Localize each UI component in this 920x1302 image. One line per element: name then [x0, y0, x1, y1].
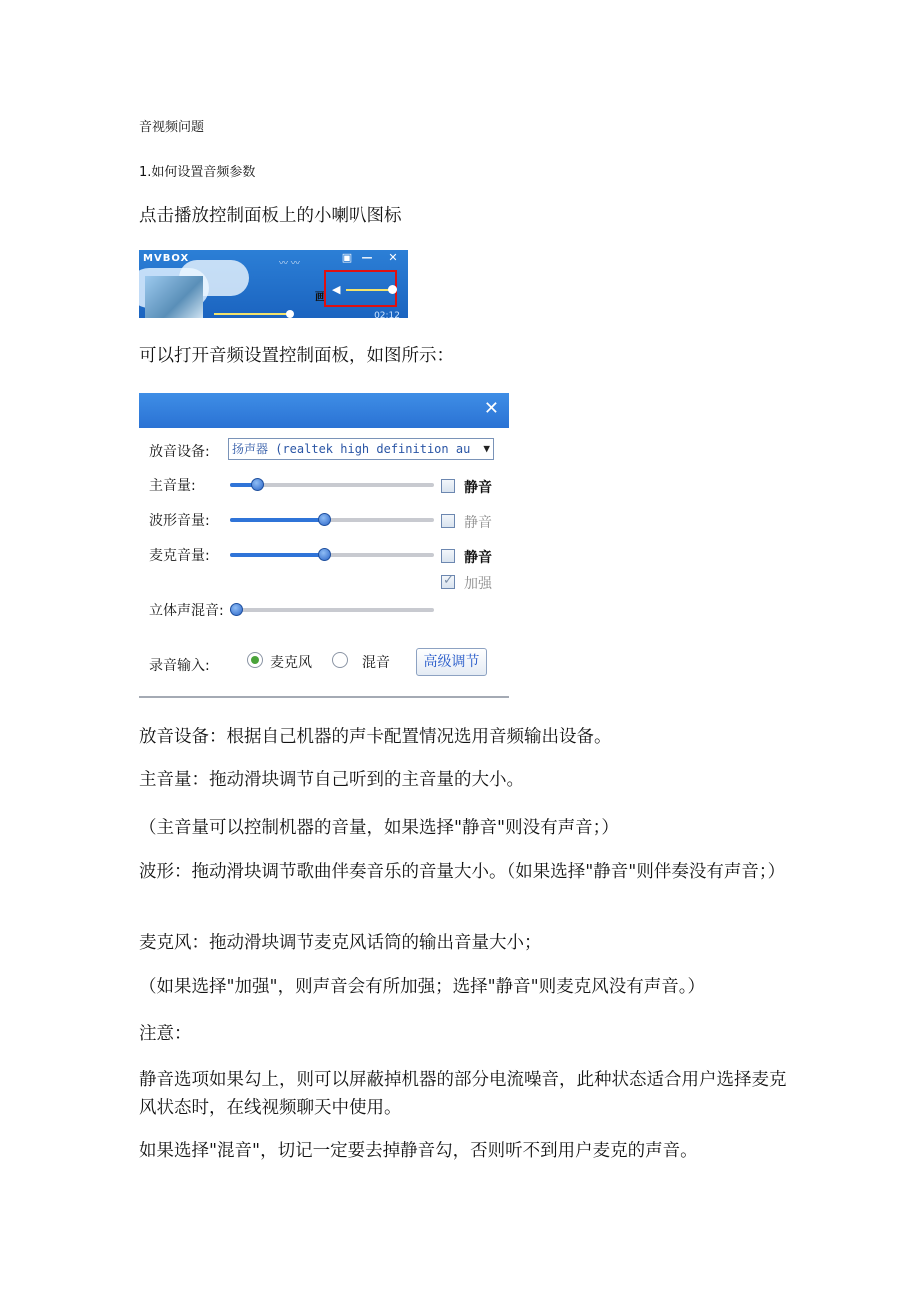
caption-text: 可以打开音频设置控制面板，如图所示： — [139, 346, 454, 366]
doc-subheading: 1.如何设置音频参数 — [139, 165, 256, 180]
mic-volume-label: 麦克音量: — [149, 548, 210, 564]
paragraph-master: 主音量：拖动滑块调节自己听到的主音量的大小。 — [139, 770, 524, 790]
slider-knob[interactable] — [230, 603, 243, 616]
paragraph-mix-tip: 如果选择"混音"，切记一定要去掉静音勾，否则听不到用户麦克的声音。 — [139, 1141, 698, 1161]
wave-mute-checkbox[interactable] — [441, 514, 455, 528]
mic-mute-checkbox[interactable] — [441, 549, 455, 563]
time-display: 02:12 — [374, 311, 400, 318]
record-input-label: 录音输入: — [149, 658, 210, 674]
mvbox-player — [139, 250, 408, 318]
partial-text: 画 — [315, 290, 326, 303]
wave-mute-label: 静音 — [464, 515, 492, 531]
slider-fill — [230, 518, 324, 522]
volume-slider-track[interactable] — [346, 289, 390, 291]
player-brand: MVBOX — [143, 253, 190, 264]
stereo-mix-slider[interactable] — [230, 608, 434, 612]
mic-boost-label: 加强 — [464, 576, 492, 592]
radio-mix-label: 混音 — [362, 655, 390, 671]
birds-decoration: 〰 〰 — [279, 259, 300, 269]
volume-slider-knob[interactable] — [388, 285, 397, 294]
device-select[interactable] — [228, 438, 494, 460]
paragraph-wave: 波形：拖动滑块调节歌曲伴奏音乐的音量大小。（如果选择"静音"则伴奏没有声音；） — [139, 862, 786, 882]
progress-bar[interactable] — [214, 313, 290, 315]
paragraph-mute-tip: 静音选项如果勾上，则可以屏蔽掉机器的部分电流噪音，此种状态适合用户选择麦克风状态时，在线视频聊天中使用。 — [139, 1070, 787, 1118]
wave-volume-label: 波形音量: — [149, 513, 210, 529]
album-photo — [145, 276, 203, 318]
mic-volume-slider[interactable] — [230, 553, 434, 557]
advanced-adjust-button[interactable]: 高级调节 — [416, 648, 487, 676]
radio-mic-label: 麦克风 — [270, 655, 312, 671]
mic-mute-label: 静音 — [464, 550, 492, 566]
paragraph-device: 放音设备：根据自己机器的声卡配置情况选用音频输出设备。 — [139, 727, 612, 747]
slider-knob[interactable] — [318, 513, 331, 526]
paragraph-master-note: （主音量可以控制机器的音量，如果选择"静音"则没有声音；） — [139, 818, 619, 838]
master-mute-label: 静音 — [464, 480, 492, 496]
audio-settings-panel — [139, 393, 509, 698]
chevron-down-icon: ▼ — [483, 442, 490, 455]
minimize-icon[interactable]: — — [361, 251, 373, 264]
master-mute-checkbox[interactable] — [441, 479, 455, 493]
doc-heading: 音视频问题 — [139, 120, 205, 135]
close-icon[interactable]: ✕ — [388, 251, 398, 264]
device-select-value: 扬声器 (realtek high definition au — [232, 442, 471, 456]
volume-highlight-box — [324, 270, 397, 307]
intro-text: 点击播放控制面板上的小喇叭图标 — [139, 206, 402, 226]
wave-volume-slider[interactable] — [230, 518, 434, 522]
radio-mic[interactable] — [247, 652, 263, 668]
panel-titlebar — [139, 393, 509, 428]
speaker-icon[interactable]: ◀ — [332, 283, 341, 296]
master-volume-label: 主音量: — [149, 478, 196, 494]
mic-boost-checkbox[interactable] — [441, 575, 455, 589]
close-icon[interactable]: ✕ — [483, 398, 499, 419]
slider-fill — [230, 553, 324, 557]
progress-knob[interactable] — [286, 310, 294, 318]
slider-knob[interactable] — [318, 548, 331, 561]
paragraph-mic: 麦克风：拖动滑块调节麦克风话筒的输出音量大小； — [139, 933, 542, 953]
paragraph-notice: 注意： — [139, 1024, 192, 1044]
master-volume-slider[interactable] — [230, 483, 434, 487]
stereo-mix-label: 立体声混音: — [149, 603, 224, 619]
paragraph-mic-note: （如果选择"加强"，则声音会有所加强；选择"静音"则麦克风没有声音。） — [139, 977, 705, 997]
slider-knob[interactable] — [251, 478, 264, 491]
restore-icon[interactable]: ▣ — [341, 251, 353, 264]
radio-mix[interactable] — [332, 652, 348, 668]
device-label: 放音设备: — [149, 444, 210, 460]
